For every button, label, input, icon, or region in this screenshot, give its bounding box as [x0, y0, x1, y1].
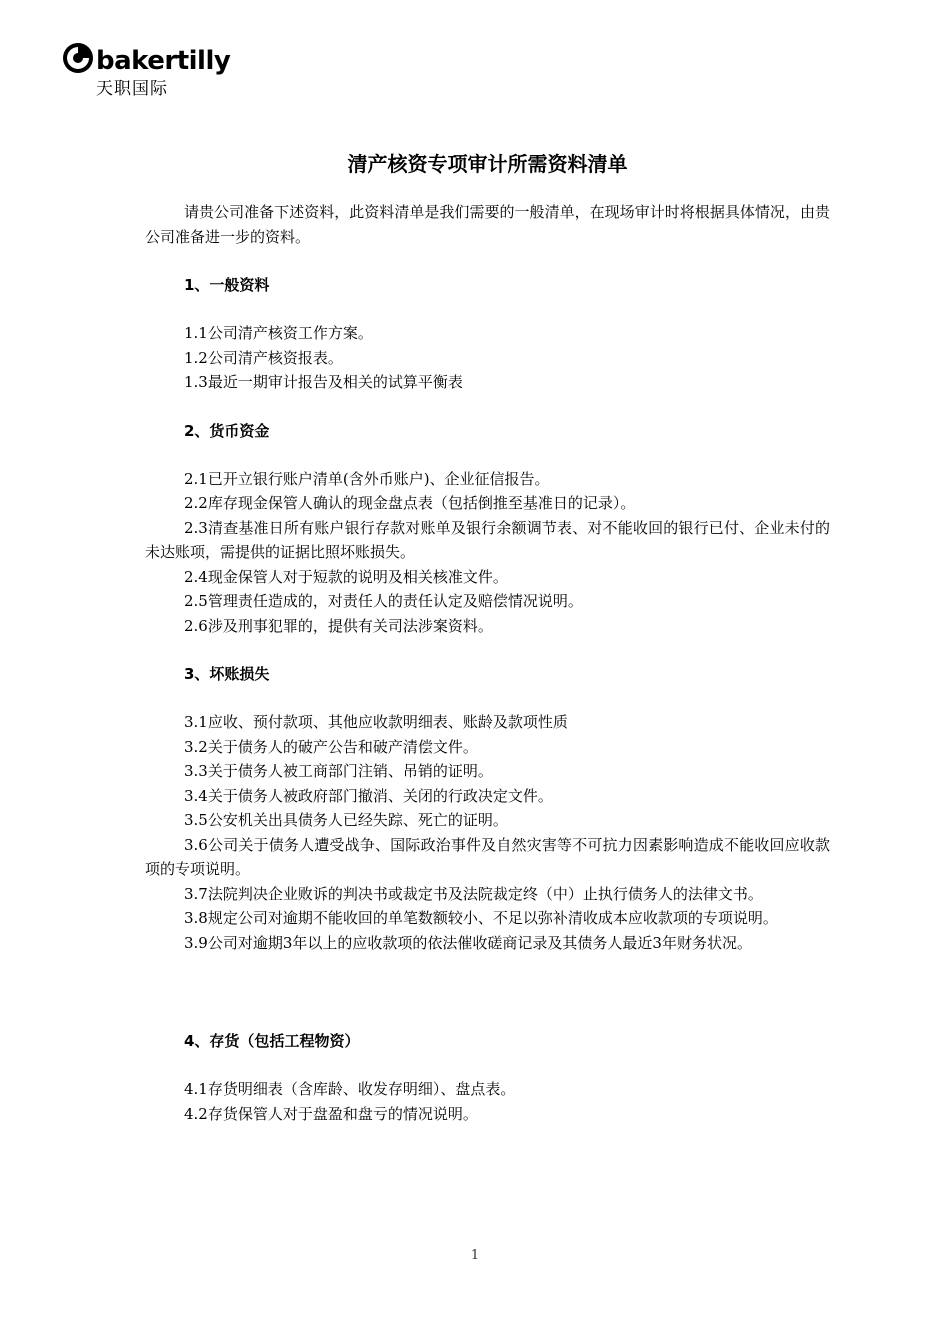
section-bad-debt — [145, 662, 830, 955]
list-item: 4.1存货明细表（含库龄、收发存明细）、盘点表。 — [184, 1080, 516, 1098]
list-item: 2.2库存现金保管人确认的现金盘点表（包括倒推至基准日的记录）。 — [184, 494, 636, 512]
list-item: 2.6涉及刑事犯罪的，提供有关司法涉案资料。 — [184, 616, 493, 635]
section-general — [145, 273, 830, 395]
company-logo — [62, 40, 262, 104]
section-inventory — [145, 1029, 830, 1126]
list-item: 3.7法院判决企业败诉的判决书或裁定书及法院裁定终（中）止执行债务人的法律文书。 — [184, 884, 763, 903]
section-heading: 1、一般资料 — [184, 276, 270, 294]
list-item: 3.1应收、预付款项、其他应收款明细表、账龄及款项性质 — [184, 713, 568, 731]
intro-paragraph: 请贵公司准备下述资料，此资料清单是我们需要的一般清单，在现场审计时将根据具体情况，由贵公司准备进一步的资料。 — [145, 203, 830, 246]
section-heading: 3、坏账损失 — [184, 665, 270, 683]
bakertilly-swirl-icon — [62, 42, 94, 74]
list-item: 2.1已开立银行账户清单(含外币账户)、企业征信报告。 — [184, 469, 550, 488]
list-item: 3.3关于债务人被工商部门注销、吊销的证明。 — [184, 762, 493, 780]
list-item: 2.3清查基准日所有账户银行存款对账单及银行余额调节表、对不能收回的银行已付、企业未付的未达账项，需提供的证据比照坏账损失。 — [145, 518, 830, 561]
list-item: 2.5管理责任造成的，对责任人的责任认定及赔偿情况说明。 — [184, 592, 583, 610]
document-body — [145, 150, 830, 1126]
list-item: 3.6公司关于债务人遭受战争、国际政治事件及自然灾害等不可抗力因素影响造成不能收回应收款项的专项说明。 — [145, 835, 830, 878]
list-item: 3.9公司对逾期3年以上的应收款项的依法催收磋商记录及其债务人最近3年财务状况。 — [184, 933, 752, 952]
logo-brand-text: bakertilly — [96, 46, 231, 76]
list-item: 3.8规定公司对逾期不能收回的单笔数额较小、不足以弥补清收成本应收款项的专项说明。 — [184, 909, 778, 927]
list-item: 1.2公司清产核资报表。 — [184, 348, 343, 367]
list-item: 1.1公司清产核资工作方案。 — [184, 324, 373, 342]
section-heading: 4、存货（包括工程物资） — [184, 1032, 360, 1050]
list-item: 3.5公安机关出具债务人已经失踪、死亡的证明。 — [184, 811, 508, 829]
list-item: 3.4关于债务人被政府部门撤消、关闭的行政决定文件。 — [184, 786, 553, 805]
list-item: 4.2存货保管人对于盘盈和盘亏的情况说明。 — [184, 1104, 478, 1123]
page-number: 1 — [470, 1248, 480, 1263]
document-title: 清产核资专项审计所需资料清单 — [347, 152, 628, 176]
list-item: 3.2关于债务人的破产公告和破产清偿文件。 — [184, 737, 478, 756]
list-item: 2.4现金保管人对于短款的说明及相关核准文件。 — [184, 567, 508, 586]
logo-chinese-text: 天职国际 — [96, 79, 168, 99]
section-heading: 2、货币资金 — [184, 421, 270, 440]
list-item: 1.3最近一期审计报告及相关的试算平衡表 — [184, 373, 463, 391]
section-monetary-funds — [145, 419, 830, 639]
